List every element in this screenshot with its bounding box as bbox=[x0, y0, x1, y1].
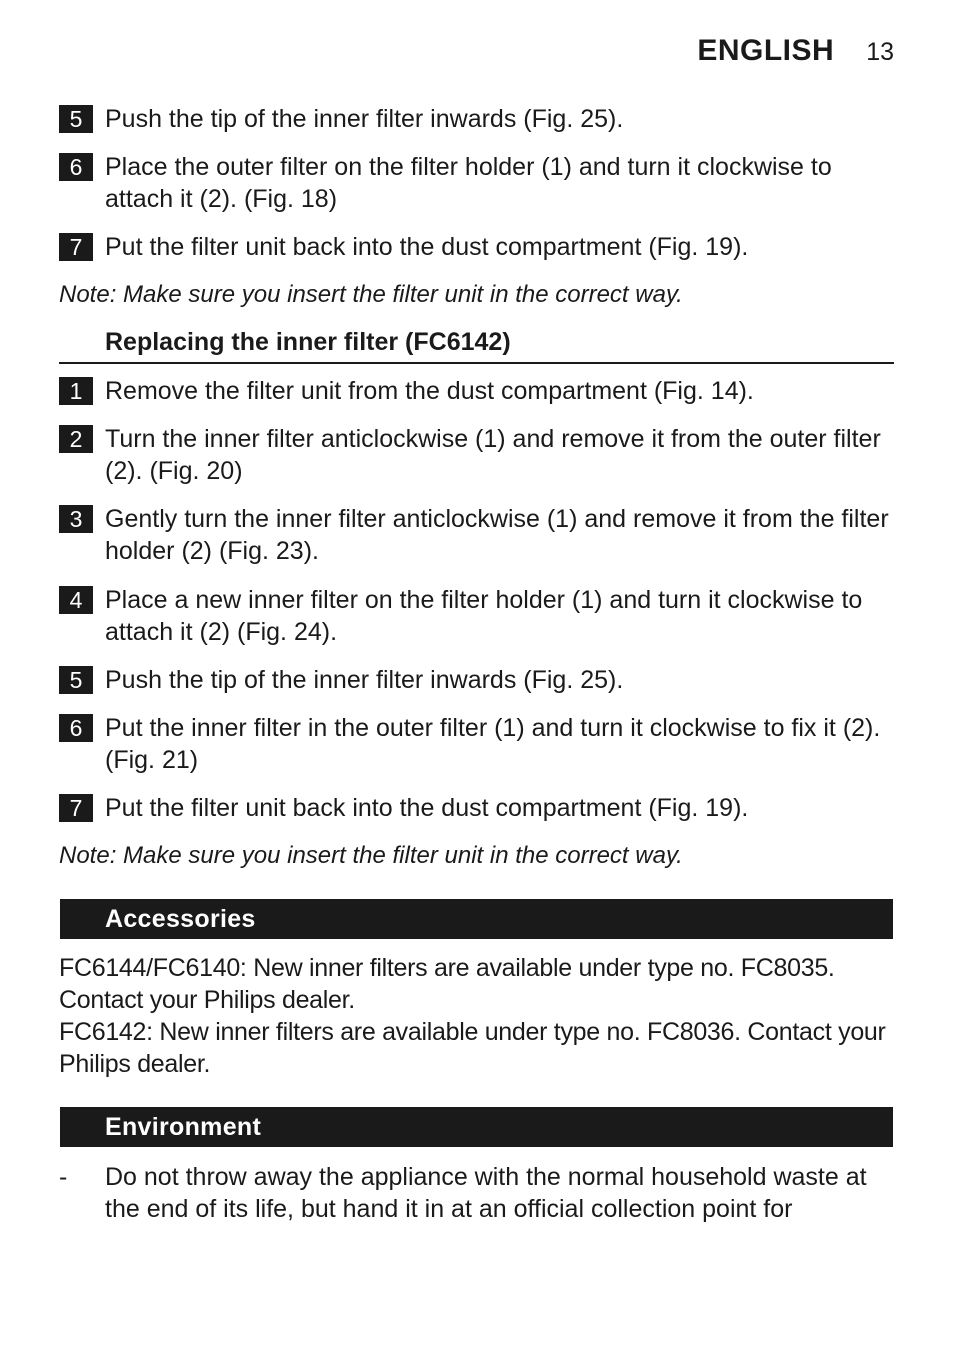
step-number: 7 bbox=[59, 794, 93, 822]
step-number: 5 bbox=[59, 105, 93, 133]
step-number: 2 bbox=[59, 425, 93, 453]
bullet-text: Do not throw away the appliance with the normal household waste at the end of its life, but hand it in at an official collection point for bbox=[105, 1163, 867, 1223]
step-item bbox=[59, 584, 894, 648]
step-text: Place a new inner filter on the filter holder (1) and turn it clockwise to attach it (2) (Fig. 24). bbox=[105, 586, 863, 646]
step-item bbox=[59, 792, 894, 824]
note-text: Note: Make sure you insert the filter unit in the correct way. bbox=[59, 842, 683, 869]
step-item bbox=[59, 712, 894, 776]
accessories-paragraph: FC6142: New inner filters are available under type no. FC8036. Contact your Philips dealer. bbox=[59, 1018, 886, 1078]
step-item bbox=[59, 375, 894, 407]
step-text: Gently turn the inner filter anticlockwise (1) and remove it from the filter holder (2) (Fig. 23). bbox=[105, 505, 889, 565]
step-text: Put the filter unit back into the dust compartment (Fig. 19). bbox=[105, 794, 749, 822]
step-item bbox=[59, 664, 894, 696]
step-number: 1 bbox=[59, 377, 93, 405]
page-header bbox=[697, 34, 894, 68]
page-number: 13 bbox=[866, 38, 894, 66]
step-item bbox=[59, 231, 894, 263]
step-text: Push the tip of the inner filter inwards (Fig. 25). bbox=[105, 105, 624, 133]
section-bar-accessories bbox=[60, 899, 893, 939]
bullet-item bbox=[59, 1161, 894, 1225]
step-text: Push the tip of the inner filter inwards (Fig. 25). bbox=[105, 666, 624, 694]
language-label: ENGLISH bbox=[697, 34, 835, 67]
step-item bbox=[59, 503, 894, 567]
note-text: Note: Make sure you insert the filter unit in the correct way. bbox=[59, 281, 683, 308]
step-number: 3 bbox=[59, 505, 93, 533]
step-text: Turn the inner filter anticlockwise (1) and remove it from the outer filter (2). (Fig. 20) bbox=[105, 425, 881, 485]
step-number: 6 bbox=[59, 153, 93, 181]
step-item bbox=[59, 423, 894, 487]
step-number: 4 bbox=[59, 586, 93, 614]
step-item bbox=[59, 103, 894, 135]
step-text: Remove the filter unit from the dust compartment (Fig. 14). bbox=[105, 377, 754, 405]
section-heading-replacing-inner-filter bbox=[59, 326, 894, 364]
section-bar-title: Environment bbox=[105, 1113, 262, 1141]
step-number: 7 bbox=[59, 233, 93, 261]
step-number: 5 bbox=[59, 666, 93, 694]
step-text: Put the inner filter in the outer filter (1) and turn it clockwise to fix it (2). (Fig. 21) bbox=[105, 714, 881, 774]
step-text: Place the outer filter on the filter holder (1) and turn it clockwise to attach it (2). (Fig. 18) bbox=[105, 153, 832, 213]
step-number: 6 bbox=[59, 714, 93, 742]
accessories-paragraph: FC6144/FC6140: New inner filters are available under type no. FC8035. Contact your Philips dealer. bbox=[59, 954, 835, 1014]
section-bar-title: Accessories bbox=[105, 905, 256, 933]
step-item bbox=[59, 151, 894, 215]
step-text: Put the filter unit back into the dust compartment (Fig. 19). bbox=[105, 233, 749, 261]
section-bar-environment bbox=[60, 1107, 893, 1147]
bullet-mark: - bbox=[59, 1163, 68, 1191]
section-heading-text: Replacing the inner filter (FC6142) bbox=[105, 328, 511, 356]
